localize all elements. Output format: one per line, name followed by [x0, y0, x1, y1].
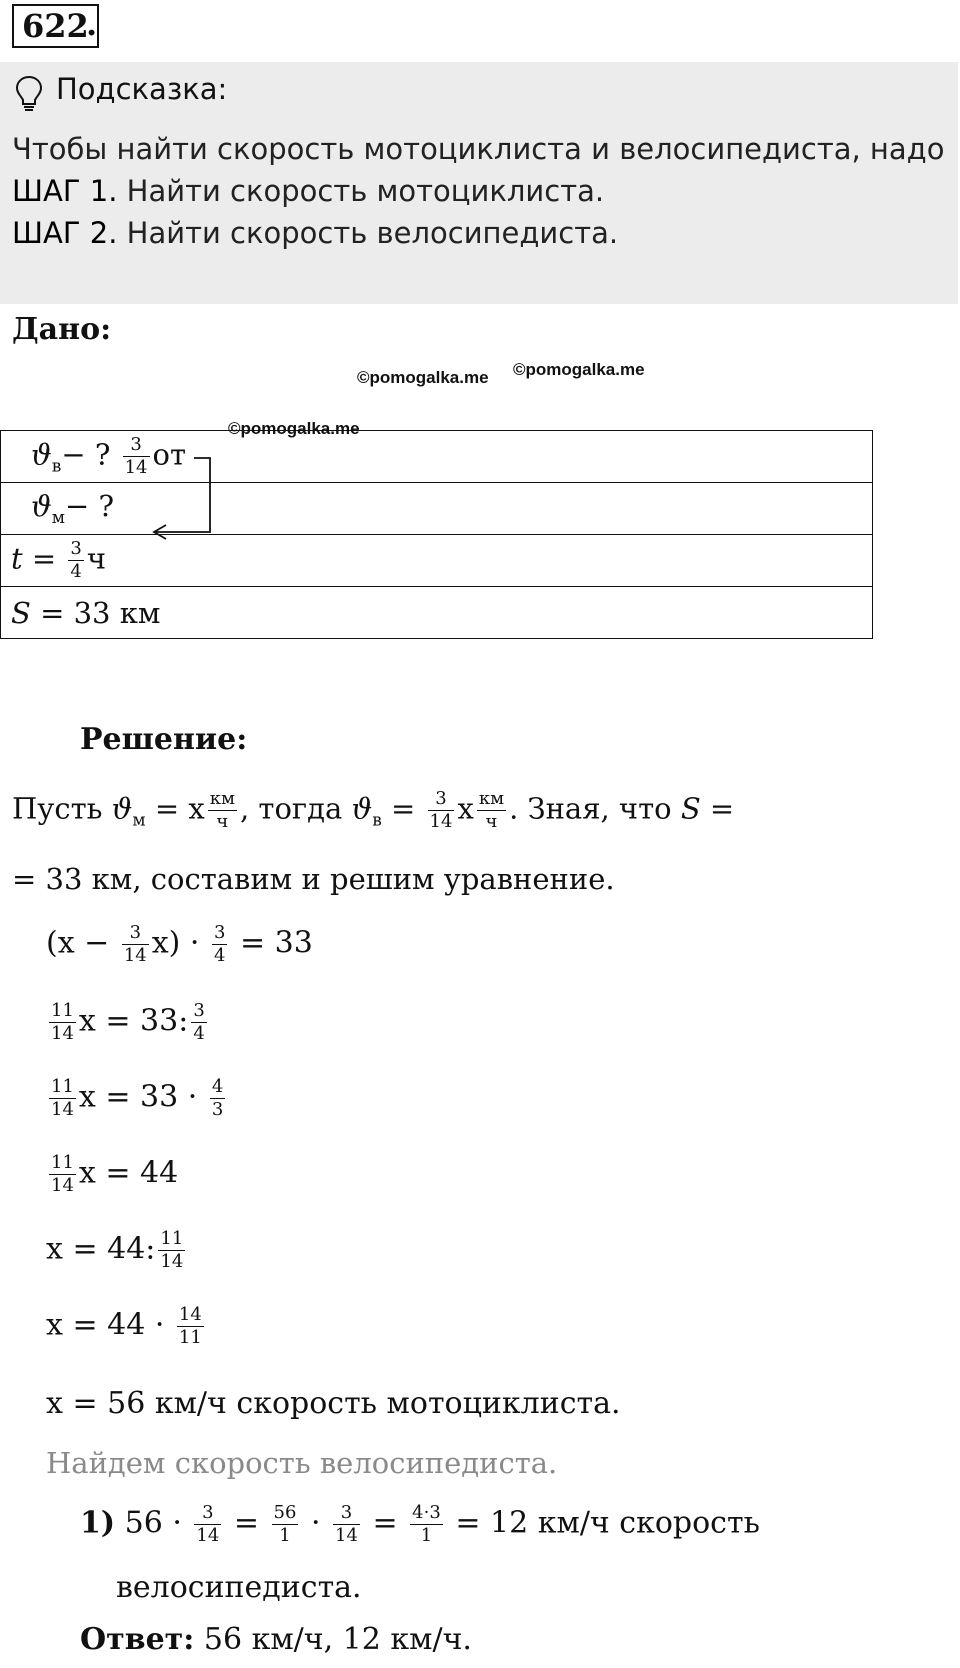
hint-intro: Чтобы найти скорость мотоциклиста и велосипедиста, надо: [12, 132, 945, 166]
watermark: ©pomogalka.me: [357, 368, 489, 387]
given-heading: Дано:: [12, 312, 112, 347]
solution-line-2: = 33 км, составим и решим уравнение.: [12, 862, 615, 896]
step-1: 1) 56 · $\frac{3}{14}$ = $\frac{56}{1}$ · $\frac{3}{14}$ = $\frac{4\cdot 3}{1}$ = 12 км/ч скорость: [80, 1502, 760, 1546]
problem-number: 622: [12, 4, 99, 48]
equation-4: $\frac{11}{14}$ х = 44: [51, 1152, 179, 1196]
hint-step-2: [12, 216, 618, 250]
step-1-label: 1): [80, 1505, 116, 1541]
given-row-text: = 33 км: [30, 595, 161, 630]
time-unit: ч: [86, 541, 107, 576]
given-table: [0, 430, 873, 639]
relation-arrow-icon: [148, 456, 218, 550]
fraction: $\frac{км}{ч}$: [478, 788, 505, 832]
hint-step-1-text: Найти скорость мотоциклиста.: [117, 174, 605, 208]
answer: [80, 1622, 472, 1657]
speed-subscript: м: [51, 507, 65, 528]
fraction: $\frac{км}{ч}$: [209, 788, 235, 832]
step-1-continuation: велосипедиста.: [116, 1570, 362, 1605]
given-row-cyclist-speed: [1, 431, 873, 483]
speed-subscript: в: [51, 456, 62, 477]
equation-3: $\frac{11}{14}$ х = 33 · $\frac{4}{3}$: [51, 1076, 224, 1120]
hint-step-1: [12, 174, 604, 208]
equation-2: $\frac{11}{14}$ х = 33: $\frac{3}{4}$: [51, 1000, 205, 1044]
problem-number-dot: .: [86, 5, 98, 43]
solution-heading: Решение:: [80, 722, 248, 757]
given-row-moto-speed: [1, 483, 873, 535]
given-row-text: − ?: [61, 437, 111, 472]
equation-1: (х − $\frac{3}{14}$ х) · $\frac{3}{4}$ = 33: [46, 922, 313, 966]
equation-6: х = 44 · $\frac{14}{11}$: [46, 1304, 202, 1348]
given-row-text: − ?: [64, 489, 115, 524]
hint-title: Подсказка:: [56, 72, 228, 106]
fraction: $\frac{3}{14}$: [124, 434, 148, 478]
watermark: ©pomogalka.me: [513, 360, 645, 379]
lightbulb-icon: [14, 74, 44, 116]
hint-step-1-label: ШАГ 1.: [12, 174, 118, 208]
speed-symbol: ϑ: [31, 437, 52, 472]
given-row-distance: [1, 587, 873, 639]
answer-text: 56 км/ч, 12 км/ч.: [194, 1622, 472, 1657]
given-row-text: от: [152, 437, 187, 472]
distance-symbol: S: [11, 595, 31, 630]
hint-step-2-label: ШАГ 2.: [12, 216, 118, 250]
fraction: $\frac{3}{4}$: [70, 538, 82, 582]
given-row-time: t = $\frac{3}{4}$ ч: [1, 535, 873, 587]
solution-line-1: Пусть $ϑ_м = х$ $\frac{км}{ч}$ , тогда $ϑ_в$ = $\frac{3}{14}$ х $\frac{км}{ч}$ . Зная, что S =: [12, 788, 735, 832]
speed-symbol: ϑ: [31, 489, 52, 524]
watermark: ©pomogalka.me: [228, 419, 360, 438]
find-cyclist-note: Найдем скорость велосипедиста.: [46, 1446, 558, 1480]
fraction: $\frac{3}{14}$: [429, 788, 453, 832]
answer-label: Ответ:: [80, 1622, 195, 1657]
time-symbol: t: [11, 541, 23, 576]
hint-step-2-text: Найти скорость велосипедиста.: [117, 216, 619, 250]
equation-7: х = 56 км/ч скорость мотоциклиста.: [46, 1386, 621, 1421]
equation-5: х = 44: $\frac{11}{14}$: [46, 1228, 184, 1272]
